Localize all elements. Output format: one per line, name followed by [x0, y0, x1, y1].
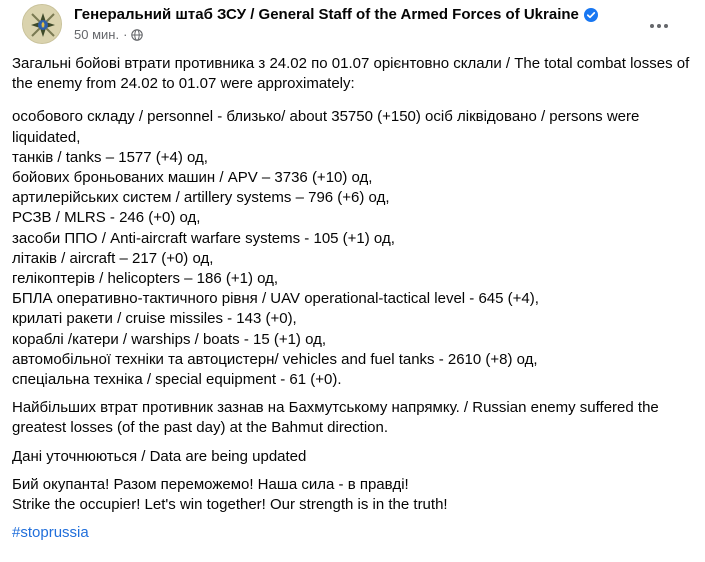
losses-list: [12, 107, 702, 390]
post-text: [12, 54, 702, 543]
verified-badge-icon: [584, 8, 598, 22]
slogan-paragraph: [12, 475, 702, 515]
loss-line: РСЗВ / MLRS - 246 (+0) од,: [12, 209, 201, 227]
page-avatar[interactable]: [22, 4, 62, 44]
loss-line: літаків / aircraft – 217 (+0) од,: [12, 249, 214, 267]
loss-line: особового складу / personnel - близько/ about 35750 (+150) осіб ліквідовано / persons were liquidated,: [12, 108, 640, 146]
loss-line: автомобільної техніки та автоцистерн/ vehicles and fuel tanks - 2610 (+8) од,: [12, 350, 538, 368]
emblem-icon: [23, 5, 62, 44]
page-name-link[interactable]: Генеральний штаб ЗСУ / General Staff of the Armed Forces of Ukraine: [74, 6, 579, 23]
loss-line: крилаті ракети / cruise missiles - 143 (+0),: [12, 310, 297, 328]
slogan-ua: Бий окупанта! Разом переможемо! Наша сила - в правді!: [12, 475, 409, 493]
updating-paragraph: Дані уточнюються / Data are being updated: [12, 447, 307, 465]
loss-line: танків / tanks – 1577 (+4) од,: [12, 148, 208, 166]
post-meta: [74, 27, 143, 42]
direction-paragraph: Найбільших втрат противник зазнав на Бахмутському напрямку. / Russian enemy suffered the greatest losses (of the past day) at the Bahmut direction.: [12, 399, 659, 437]
author-row: [74, 6, 598, 23]
globe-icon[interactable]: [131, 29, 143, 41]
loss-line: бойових броньованих машин / APV – 3736 (+10) од,: [12, 169, 373, 187]
loss-line: кораблі /катери / warships / boats - 15 (+1) од,: [12, 330, 327, 348]
more-options-button[interactable]: [641, 8, 677, 44]
loss-line: БПЛА оперативно-тактичного рівня / UAV operational-tactical level - 645 (+4),: [12, 290, 539, 308]
hashtag-link[interactable]: #stoprussia: [12, 524, 89, 542]
post-timestamp[interactable]: 50 мин.: [74, 27, 120, 42]
meta-separator: ·: [123, 27, 128, 42]
slogan-en: Strike the occupier! Let's win together! Our strength is in the truth!: [12, 496, 448, 514]
loss-line: артилерійських систем / artillery systems – 796 (+6) од,: [12, 189, 390, 207]
post-header: [12, 0, 693, 50]
loss-line: гелікоптерів / helicopters – 186 (+1) од,: [12, 270, 279, 288]
loss-line: засоби ППО / Anti-aircraft warfare systems - 105 (+1) од,: [12, 229, 395, 247]
more-dots-icon: [649, 23, 669, 29]
intro-paragraph: Загальні бойові втрати противника з 24.02 по 01.07 орієнтовно склали / The total combat losses of the enemy from 24.02 to 01.07 were approximately:: [12, 55, 690, 93]
loss-line: спеціальна техніка / special equipment - 61 (+0).: [12, 371, 342, 389]
